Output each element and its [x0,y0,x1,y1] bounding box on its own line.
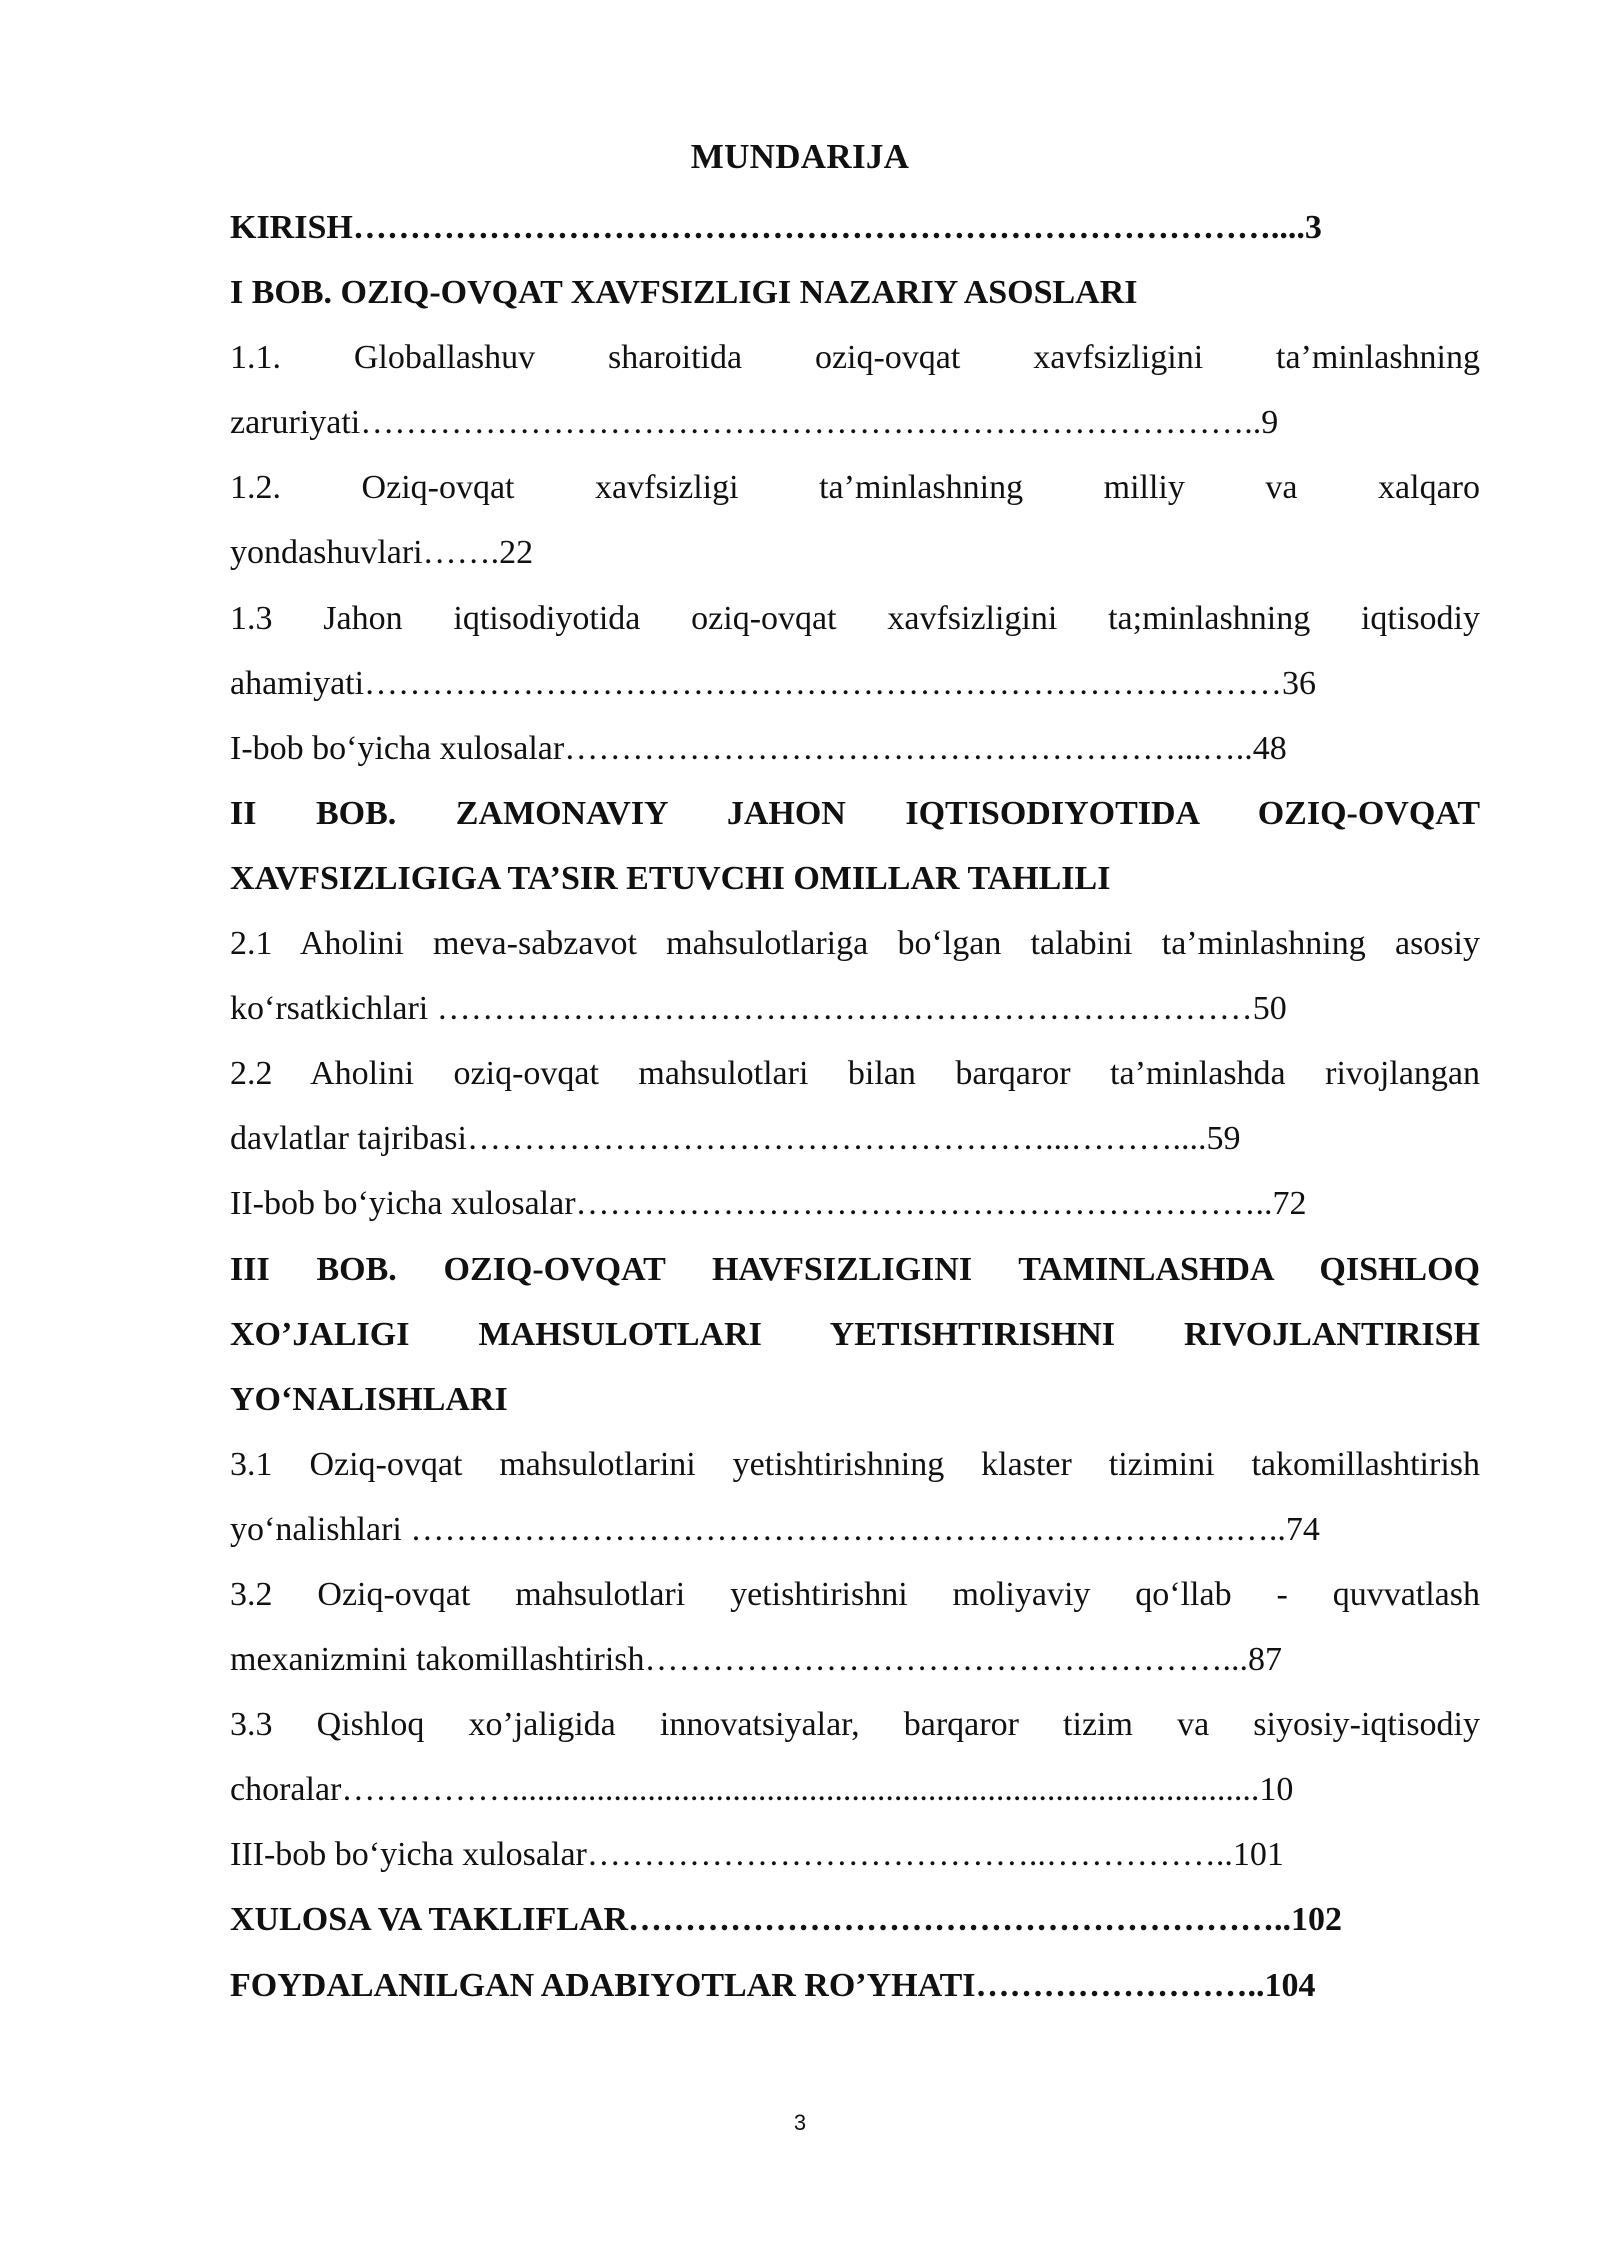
toc-section-1-3-title: 1.3 Jahon iqtisodiyotida oziq-ovqat xavfsizligini ta;minlashning iqtisodiy [230,599,1480,637]
toc-section-3-1-title: 3.1 Oziq-ovqat mahsulotlarini yetishtirishning klaster tizimini takomillashtirish [230,1445,1480,1483]
toc-section-2-1-page: ko‘rsatkichlari ………………………………………………………………50 [230,990,1287,1028]
toc-section-1-2-title: 1.2. Oziq-ovqat xavfsizligi ta’minlashning milliy va xalqaro [230,469,1480,507]
toc-section-3-1-page: yo‘nalishlari ……………………………………………………………….…..74 [230,1510,1320,1548]
toc-conclusions-and-proposals: XULOSA VA TAKLIFLAR…………………………………………………..102 [230,1901,1343,1939]
table-of-contents [230,195,1480,2018]
toc-section-3-3-title: 3.3 Qishloq xo’jaligida innovatsiyalar, barqaror tizim va siyosiy-iqtisodiy [230,1706,1480,1744]
toc-chapter-3-title-cont: XO’JALIGI MAHSULOTLARI YETISHTIRISHNI RIVOJLANTIRISH [230,1315,1480,1353]
toc-section-1-1-title: 1.1. Globallashuv sharoitida oziq-ovqat xavfsizligini ta’minlashning [230,339,1480,377]
toc-section-2-1-title: 2.1 Aholini meva-sabzavot mahsulotlariga bo‘lgan talabini ta’minlashning asosiy [230,925,1480,963]
toc-section-3-3-page: choralar……………........................................................................................10 [230,1771,1294,1809]
toc-section-1-1-page: zaruriyati……………………………………………………………………..9 [230,404,1279,442]
toc-section-1-2-page: yondashuvlari…….22 [230,534,534,572]
toc-section-3-2-title: 3.2 Oziq-ovqat mahsulotlari yetishtirishni moliyaviy qo‘llab - quvvatlash [230,1575,1480,1613]
toc-chapter-3-title: III BOB. OZIQ-OVQAT HAVFSIZLIGINI TAMINLASHDA QISHLOQ [230,1250,1480,1288]
toc-chapter-2-conclusions: II-bob bo‘yicha xulosalar……………………………………………………..72 [230,1185,1307,1223]
toc-chapter-3-conclusions: III-bob bo‘yicha xulosalar…………………………………..……………..101 [230,1836,1284,1874]
toc-chapter-2-title: II BOB. ZAMONAVIY JAHON IQTISODIYOTIDA OZIQ-OVQAT [230,794,1480,832]
toc-section-2-2-title: 2.2 Aholini oziq-ovqat mahsulotlari bilan barqaror ta’minlashda rivojlangan [230,1055,1480,1093]
toc-section-2-2-page: davlatlar tajribasi……………………………………………...………....59 [230,1120,1241,1158]
toc-section-3-2-page: mexanizmini takomillashtirish……………………………………………...87 [230,1641,1283,1679]
page-title: MUNDARIJA [690,137,910,176]
toc-chapter-1-conclusions: I-bob bo‘yicha xulosalar………………………………………………...…..48 [230,729,1287,767]
page-number: 3 [793,2110,807,2135]
toc-chapter-3-title-end: YO‘NALISHLARI [230,1380,508,1418]
toc-intro: KIRISH………………………………………………………………………....3 [230,209,1322,246]
toc-section-1-3-page: ahamiyati………………………………………………………………………36 [230,664,1317,702]
toc-chapter-1-title: I BOB. OZIQ-OVQAT XAVFSIZLIGI NAZARIY ASOSLARI [230,274,1138,312]
toc-references: FOYDALANILGAN ADABIYOTLAR RO’YHATI……………………..104 [230,1966,1316,2004]
toc-chapter-2-title-cont: XAVFSIZLIGIGA TA’SIR ETUVCHI OMILLAR TAHLILI [230,859,1111,897]
